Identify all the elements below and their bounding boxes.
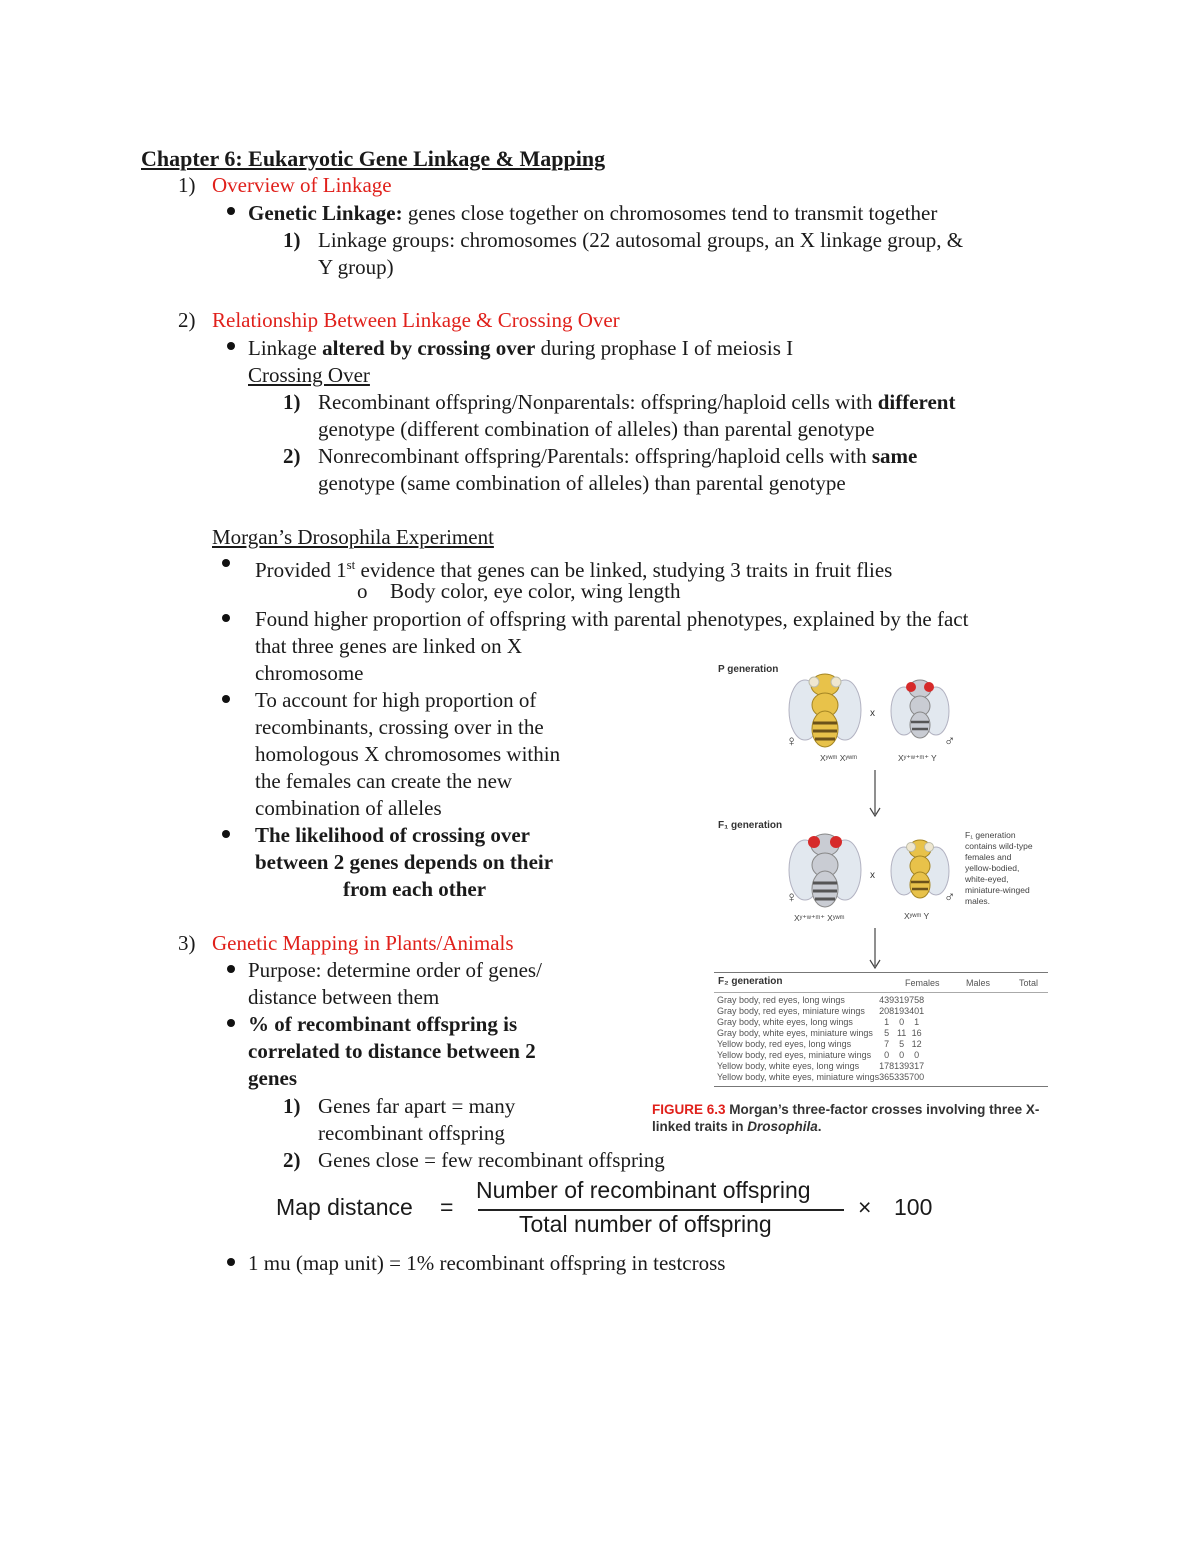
formula-numerator: Number of recombinant offspring (476, 1177, 811, 1203)
bullet-icon (227, 1258, 235, 1266)
section-2-number: 2) (178, 308, 196, 332)
bullet-icon (222, 830, 230, 838)
table-header-rule (714, 992, 1048, 993)
table-row: Gray body, red eyes, long wings 439 319 758 (717, 995, 925, 1005)
traits-sub-bullet: Body color, eye color, wing length (390, 579, 681, 603)
map-unit-bullet: 1 mu (map unit) = 1% recombinant offspring in testcross (248, 1251, 726, 1275)
bullet-icon (227, 342, 235, 350)
genes-close-line: Genes close = few recombinant offspring (318, 1148, 665, 1172)
recombinant-line1: Recombinant offspring/Nonparentals: offspring/haploid cells with different (318, 390, 956, 414)
section-1-heading: Overview of Linkage (212, 173, 392, 197)
likelihood-line1: The likelihood of crossing over (255, 823, 530, 847)
section-1-number: 1) (178, 173, 196, 197)
figure-caption: FIGURE 6.3 Morgan’s three-factor crosses involving three X- linked traits in Drosophila. (652, 1102, 1040, 1134)
purpose-line2: distance between them (248, 985, 440, 1009)
male-symbol-icon: ♂ (944, 733, 956, 750)
list-number: 1) (283, 228, 301, 252)
table-row: Yellow body, white eyes, long wings 178 139 317 (717, 1061, 925, 1071)
recombinants-line2: recombinants, crossing over in the (255, 715, 544, 739)
bullet-icon (227, 965, 235, 973)
formula-lhs: Map distance (276, 1194, 413, 1220)
morgan-evidence-bullet: Provided 1st evidence that genes can be linked, studying 3 traits in fruit flies (255, 557, 893, 582)
table-row: Gray body, white eyes, miniature wings 5 11 16 (717, 1028, 922, 1038)
f1-female-genotype: Xʸ⁺ʷ⁺ᵐ⁺ Xʸʷᵐ (794, 913, 845, 923)
recombinants-line3: homologous X chromosomes within (255, 742, 561, 766)
male-symbol-icon: ♂ (944, 889, 956, 906)
page-title: Chapter 6: Eukaryotic Gene Linkage & Mapping (141, 146, 606, 171)
cross-symbol: x (870, 708, 875, 719)
section-3-heading: Genetic Mapping in Plants/Animals (212, 931, 514, 955)
linkage-groups-line1: Linkage groups: chromosomes (22 autosomal groups, an X linkage group, & (318, 228, 964, 252)
section-3-number: 3) (178, 931, 196, 955)
recombinants-line4: the females can create the new (255, 769, 513, 793)
far-apart-line2: recombinant offspring (318, 1121, 505, 1145)
nonrecombinant-line1: Nonrecombinant offspring/Parentals: offspring/haploid cells with same (318, 444, 918, 468)
down-arrow-icon (868, 770, 882, 818)
list-number: 2) (283, 444, 301, 468)
p-generation-label: P generation (718, 664, 779, 675)
p-female-genotype: Xʸʷᵐ Xʸʷᵐ (820, 753, 858, 763)
col-header-females: Females (905, 978, 940, 988)
recombinant-line2: genotype (different combination of alleles) than parental genotype (318, 417, 875, 441)
genetic-linkage-bullet: Genetic Linkage: genes close together on chromosomes tend to transmit together (248, 201, 938, 225)
f1-male-genotype: Xʸʷᵐ Y (904, 911, 930, 921)
f2-generation-label: F₂ generation (718, 976, 783, 987)
morgan-subheading: Morgan’s Drosophila Experiment (212, 525, 494, 549)
formula-factor: 100 (894, 1194, 933, 1220)
likelihood-line3: from each other (343, 877, 487, 901)
parental-proportion-line1: Found higher proportion of offspring with parental phenotypes, explained by the fact (255, 607, 969, 631)
parental-proportion-line2: that three genes are linked on X (255, 634, 523, 658)
caption-line1: Morgan’s three-factor crosses involving three X- (729, 1102, 1040, 1117)
linkage-groups-line2: Y group) (318, 255, 394, 279)
bullet-icon (222, 695, 230, 703)
female-symbol-icon: ♀ (786, 733, 798, 750)
list-number: 2) (283, 1148, 301, 1172)
far-apart-line1: Genes far apart = many (318, 1094, 516, 1118)
likelihood-line2: between 2 genes depends on their (255, 850, 554, 874)
table-row: Yellow body, red eyes, miniature wings 0 0 0 (717, 1050, 920, 1060)
formula-denominator: Total number of offspring (519, 1211, 772, 1237)
table-row: Yellow body, red eyes, long wings 7 5 12 (717, 1039, 922, 1049)
nonrecombinant-line2: genotype (same combination of alleles) than parental genotype (318, 471, 846, 495)
sub-bullet-marker: o (357, 579, 368, 603)
table-row: Gray body, red eyes, miniature wings 208 193 401 (717, 1006, 925, 1016)
recombinant-percent-line2: correlated to distance between 2 (248, 1039, 536, 1063)
table-bottom-rule (714, 1086, 1048, 1087)
recombinant-percent-line1: % of recombinant offspring is (248, 1012, 518, 1036)
bullet-icon (222, 614, 230, 622)
down-arrow-icon (868, 928, 882, 970)
table-top-rule (714, 972, 1048, 973)
crossing-over-subheading: Crossing Over (248, 363, 370, 387)
recombinants-line5: combination of alleles (255, 796, 442, 820)
bullet-icon (227, 1019, 235, 1027)
parental-proportion-line3: chromosome (255, 661, 364, 685)
col-header-males: Males (966, 978, 991, 988)
table-row: Yellow body, white eyes, miniature wings 365 335 700 (717, 1072, 925, 1082)
p-male-genotype: Xʸ⁺ʷ⁺ᵐ⁺ Y (898, 753, 937, 763)
cross-symbol: x (870, 870, 875, 881)
section-2-heading: Relationship Between Linkage & Crossing Over (212, 308, 620, 332)
bullet-icon (222, 559, 230, 567)
formula-equals: = (440, 1194, 454, 1220)
formula-times: × (858, 1194, 872, 1220)
table-row: Gray body, white eyes, long wings 1 0 1 (717, 1017, 920, 1027)
col-header-total: Total (1019, 978, 1039, 988)
female-symbol-icon: ♀ (786, 889, 798, 906)
f1-note: F₁ generation contains wild-type females and yellow-bodied, white-eyed, miniature-winged males. (965, 830, 1033, 906)
bullet-icon (227, 207, 235, 215)
recombinant-percent-line3: genes (248, 1066, 297, 1090)
f1-generation-label: F₁ generation (718, 820, 783, 831)
p-male-fly-gray-icon (890, 675, 950, 745)
f1-male-fly-yellow-icon (890, 835, 950, 905)
recombinants-line1: To account for high proportion of (255, 688, 537, 712)
list-number: 1) (283, 1094, 301, 1118)
list-number: 1) (283, 390, 301, 414)
linkage-crossing-bullet: Linkage altered by crossing over during prophase I of meiosis I (248, 336, 794, 360)
purpose-line1: Purpose: determine order of genes/ (248, 958, 542, 982)
f2-table (717, 995, 924, 1083)
